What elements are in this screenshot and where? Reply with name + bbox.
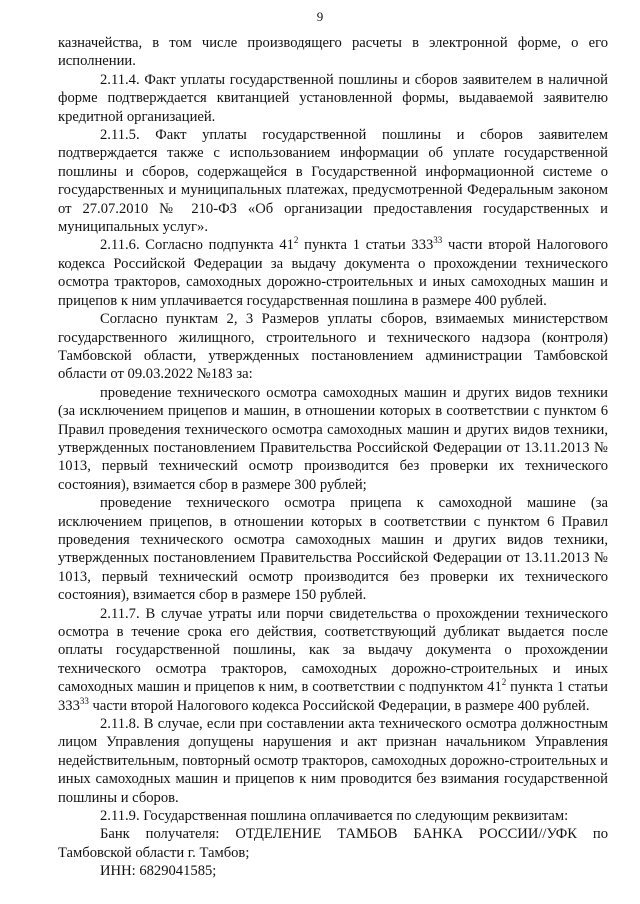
text-run: 2.11.6. Согласно подпункта 41: [100, 237, 294, 254]
paragraph-2-11-5: 2.11.5. Факт уплаты государственной пошлины и сборов заявителем подтверждается также с использованием информации об уплате государственной пошлины и сборов, содержащейся в Государственной информационной системе о государственных и муниципальных платежах, предусмотренной Федеральным законом от 27.07.2010 № 210-ФЗ «Об организации предоставления государственных и муниципальных услуг».: [58, 127, 608, 236]
paragraph-2-11-9: 2.11.9. Государственная пошлина оплачивается по следующим реквизитам:: [100, 808, 569, 825]
text-run: пункта 1 статьи 333: [58, 679, 608, 714]
text-run: части второй Налогового кодекса Российской Федерации за выдачу документа о прохождении технического осмотра тракторов, самоходных дорожно-строительных и иных самоходных машин и прицепов к ним уплачивается государственная пошлина в размере 400 рублей.: [58, 237, 608, 309]
superscript: 33: [433, 235, 443, 246]
text-run: пункта 1 статьи 333: [298, 237, 434, 254]
text-run: части второй Налогового кодекса Российской Федерации, в размере 400 рублей.: [88, 697, 590, 714]
paragraph-2-11-4: 2.11.4. Факт уплаты государственной пошлины и сборов заявителем в наличной форме подтверждается квитанцией установленной формы, выдаваемой заявителю кредитной организацией.: [58, 71, 608, 125]
paragraph-fee-machines: проведение технического осмотра самоходных машин и других видов техники (за исключением прицепов и машин, в отношении которых в соответствии с пунктом 6 Правил проведения технического осмотра самоходных машин и других видов техники, утвержденных постановлением Правительства Российской Федерации от 13.11.2013 № 1013, первый технический осмотр производится без проверки их технического состояния), взимается сбор в размере 300 рублей;: [58, 384, 608, 493]
paragraph-fee-trailers: проведение технического осмотра прицепа к самоходной машине (за исключением прицепов, в отношении которых в соответствии с пунктом 6 Правил проведения технического осмотра самоходных машин и других видов техники, утвержденных постановлением Правительства Российской Федерации от 13.11.2013 № 1013, первый технический осмотр производится без проверки их технического состояния), взимается сбор в размере 150 рублей.: [58, 495, 608, 604]
paragraph-treasury-continuation: казначейства, в том числе производящего расчеты в электронной форме, о его исполнении.: [58, 35, 608, 70]
paragraph-2-11-8: 2.11.8. В случае, если при составлении акта технического осмотра должностным лицом Управления допущены нарушения и акт признан начальником Управления недействительным, повторный осмотр тракторов, самоходных дорожно-строительных и иных самоходных машин и прицепов к ним проводится без взимания государственной пошлины и сборов.: [58, 716, 608, 806]
text-run: 2.11.7. В случае утраты или порчи свидетельства о прохождении технического осмотра в течение срока его действия, соответствующий дубликат выдается после оплаты государственной пошлины, как за выдачу документа о прохождении технического осмотра тракторов, самоходных дорожно-строительных и иных самоходных машин и прицепов к ним, в соответствии с подпунктом 41: [58, 605, 608, 696]
document-body: [58, 34, 608, 881]
superscript: 2: [501, 677, 507, 688]
page-number: 9: [316, 9, 324, 24]
paragraph-inn: ИНН: 6829041585;: [100, 863, 217, 880]
superscript: 33: [79, 695, 89, 706]
paragraph-fee-points: Согласно пунктам 2, 3 Размеров уплаты сборов, взимаемых министерством государственного жилищного, строительного и технического надзора (контроля) Тамбовской области, утвержденных постановлением администрации Тамбовской области от 09.03.2022 №183 за:: [58, 311, 608, 383]
paragraph-recipient-bank: Банк получателя: ОТДЕЛЕНИЕ ТАМБОВ БАНКА РОССИИ//УФК по Тамбовской области г. Тамбов;: [58, 826, 608, 861]
paragraph-2-11-6: [58, 236, 608, 310]
paragraph-2-11-7: [58, 605, 608, 715]
superscript: 2: [293, 235, 299, 246]
